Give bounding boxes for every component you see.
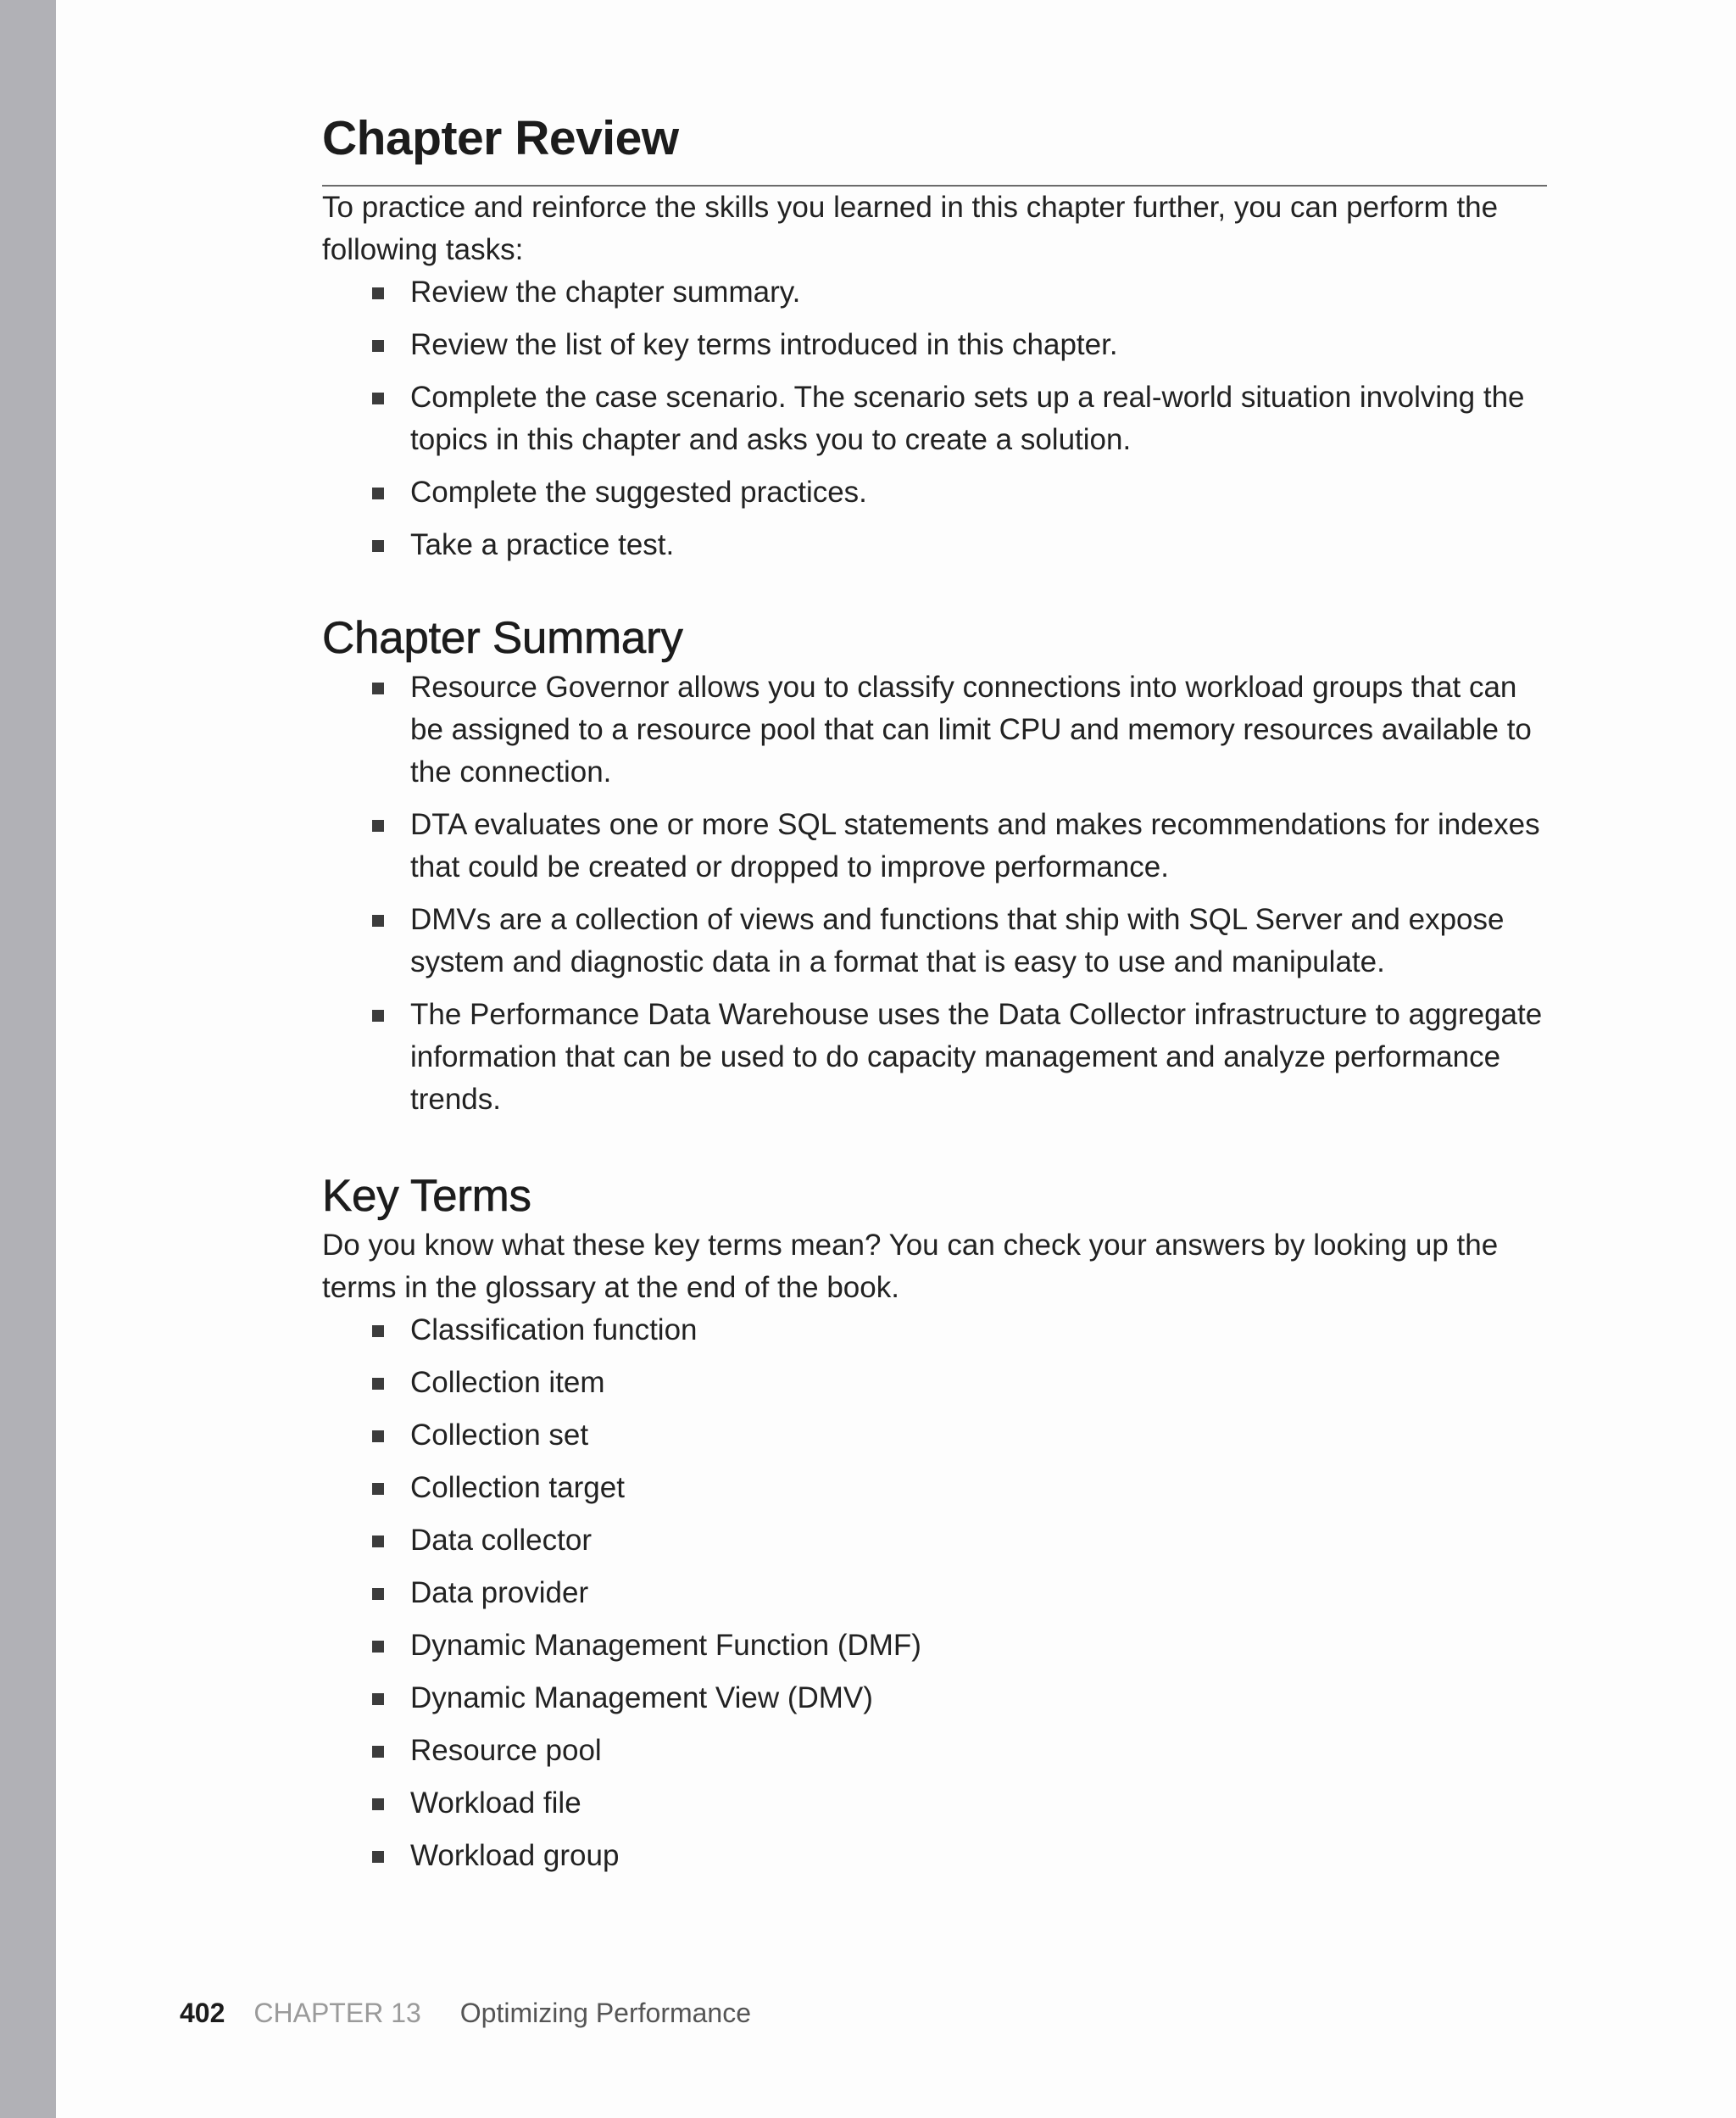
chapter-summary-heading: Chapter Summary — [322, 613, 683, 663]
list-item-text: Workload group — [410, 1839, 620, 1872]
list-item-text: Take a practice test. — [410, 528, 675, 561]
list-item-text: Data provider — [410, 1576, 589, 1609]
bullet-square-icon — [372, 1483, 384, 1495]
chapter-review-intro: To practice and reinforce the skills you learned in this chapter further, you can perform the following tasks: — [322, 191, 1499, 266]
list-item-text: Dynamic Management Function (DMF) — [410, 1629, 921, 1662]
chapter-review-heading: Chapter Review — [322, 111, 679, 165]
list-item — [322, 1782, 1547, 1825]
bullet-square-icon — [372, 393, 384, 404]
bullet-square-icon — [372, 820, 384, 832]
list-item — [322, 1362, 1547, 1404]
bullet-square-icon — [372, 1430, 384, 1442]
bullet-square-icon — [372, 488, 384, 499]
key-terms-heading: Key Terms — [322, 1171, 531, 1221]
list-item — [322, 804, 1547, 889]
page-content — [322, 109, 1547, 1887]
bullet-square-icon — [372, 1536, 384, 1547]
page-number: 402 — [180, 1998, 225, 2028]
review-task-list — [322, 271, 1547, 566]
bullet-square-icon — [372, 683, 384, 694]
list-item-text: Resource Governor allows you to classify connections into workload groups that can be assigned to a resource pool that can limit CPU and memory resources available to the connection. — [410, 671, 1532, 789]
bullet-square-icon — [372, 340, 384, 352]
list-item-text: Resource pool — [410, 1734, 602, 1767]
list-item — [322, 1677, 1547, 1719]
page-edge-bar — [0, 0, 56, 2118]
list-item-text: Complete the case scenario. The scenario sets up a real-world situation involving the topics in this chapter and asks you to create a solution. — [410, 381, 1525, 456]
list-item — [322, 1467, 1547, 1509]
list-item-text: Dynamic Management View (DMV) — [410, 1681, 873, 1714]
list-item-text: The Performance Data Warehouse uses the Data Collector infrastructure to aggregate information that can be used to do capacity management and analyze performance trends. — [410, 998, 1543, 1116]
list-item — [322, 471, 1547, 514]
key-terms-intro: Do you know what these key terms mean? You can check your answers by looking up the terms in the glossary at the end of the book. — [322, 1229, 1499, 1304]
list-item — [322, 376, 1547, 461]
bullet-square-icon — [372, 915, 384, 927]
list-item-text: Complete the suggested practices. — [410, 476, 867, 509]
list-item — [322, 524, 1547, 566]
chapter-title: Optimizing Performance — [459, 1998, 752, 2028]
list-item-text: Review the list of key terms introduced in this chapter. — [410, 328, 1118, 361]
bullet-square-icon — [372, 1798, 384, 1810]
bullet-square-icon — [372, 1851, 384, 1863]
list-item — [322, 324, 1547, 366]
list-item — [322, 1730, 1547, 1772]
list-item-text: DTA evaluates one or more SQL statements and makes recommendations for indexes that could be created or dropped to improve performance. — [410, 808, 1540, 883]
list-item — [322, 1625, 1547, 1667]
bullet-square-icon — [372, 540, 384, 552]
list-item-text: DMVs are a collection of views and functions that ship with SQL Server and expose system and diagnostic data in a format that is easy to use and manipulate. — [410, 903, 1505, 978]
summary-point-list — [322, 666, 1547, 1121]
bullet-square-icon — [372, 1325, 384, 1337]
bullet-square-icon — [372, 1010, 384, 1022]
list-item — [322, 1835, 1547, 1877]
list-item — [322, 1572, 1547, 1614]
bullet-square-icon — [372, 1378, 384, 1390]
bullet-square-icon — [372, 1693, 384, 1705]
bullet-square-icon — [372, 1588, 384, 1600]
bullet-square-icon — [372, 1746, 384, 1758]
list-item-text: Workload file — [410, 1786, 581, 1820]
list-item — [322, 1519, 1547, 1562]
list-item-text: Collection target — [410, 1471, 625, 1504]
list-item — [322, 1309, 1547, 1352]
list-item-text: Collection item — [410, 1366, 605, 1399]
chapter-label: CHAPTER 13 — [253, 1998, 421, 2028]
list-item — [322, 994, 1547, 1121]
list-item — [322, 666, 1547, 794]
list-item-text: Data collector — [410, 1524, 592, 1557]
list-item-text: Classification function — [410, 1313, 698, 1346]
bullet-square-icon — [372, 1641, 384, 1653]
page-footer — [180, 1994, 751, 2032]
list-item-text: Review the chapter summary. — [410, 276, 801, 309]
bullet-square-icon — [372, 287, 384, 299]
list-item — [322, 271, 1547, 314]
list-item-text: Collection set — [410, 1419, 589, 1452]
key-term-list — [322, 1309, 1547, 1877]
list-item — [322, 1414, 1547, 1457]
list-item — [322, 899, 1547, 984]
